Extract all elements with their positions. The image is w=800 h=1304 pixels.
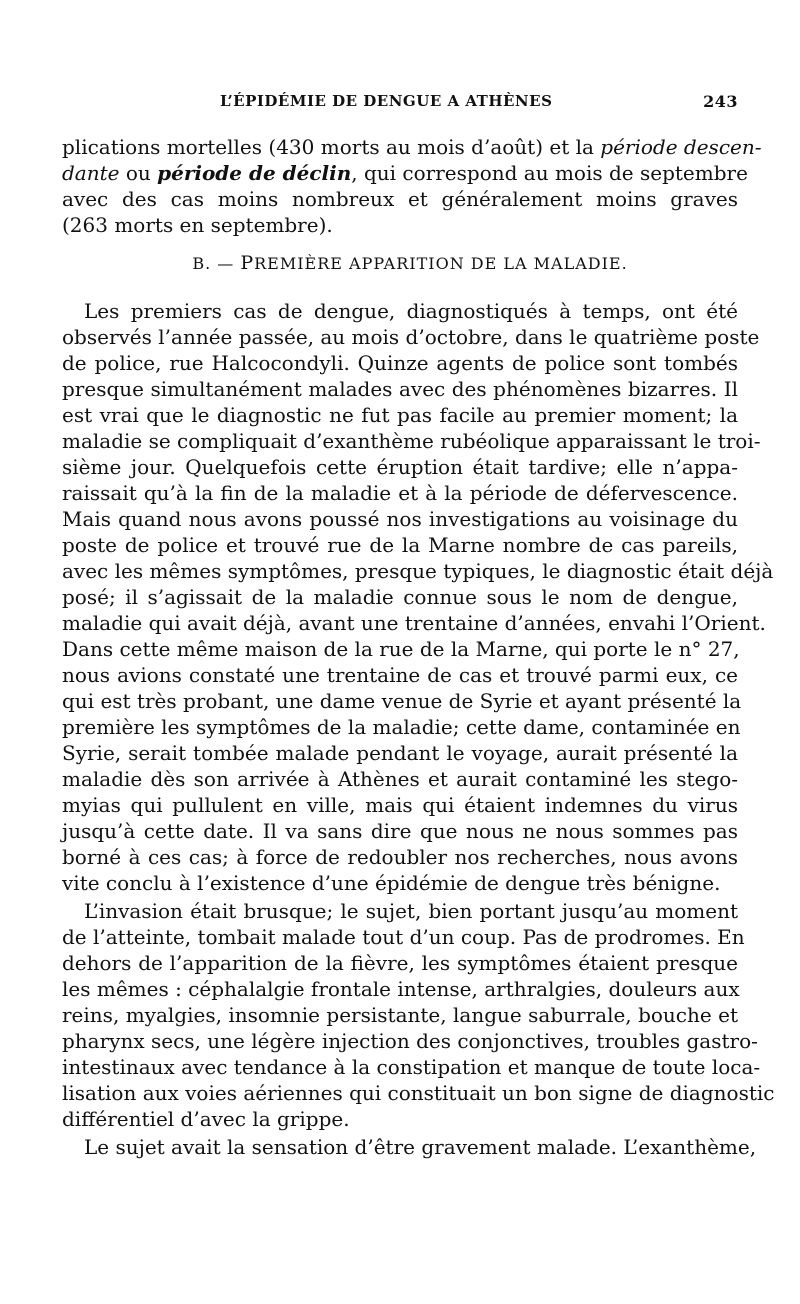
inline-text: 430 (276, 135, 315, 159)
text-line: borné à ces cas; à force de redoubler nos recherches, nous avons (62, 845, 738, 869)
text-line: intestinaux avec tendance à la constipation et manque de toute loca- (62, 1055, 761, 1079)
book-page (62, 88, 775, 1160)
text-line: dante ou période de déclin, qui correspond au mois de septembre (62, 161, 748, 185)
text-line: maladie se compliquait d’exanthème rubéolique apparaissant le troi- (62, 429, 761, 453)
page-number: 243 (703, 92, 738, 111)
text-line: reins, myalgies, insomnie persistante, langue saburrale, bouche et (62, 1003, 738, 1027)
text-line: sième jour. Quelquefois cette éruption était tardive; elle n’appa- (62, 455, 738, 479)
text-line: maladie qui avait déjà, avant une trentaine d’années, envahi l’Orient. (62, 611, 766, 635)
text-line: les mêmes : céphalalgie frontale intense, arthralgies, douleurs aux (62, 977, 740, 1001)
text-line: lisation aux voies aériennes qui constituait un bon signe de diagnostic (62, 1081, 775, 1105)
text-line: de l’atteinte, tombait malade tout d’un coup. Pas de prodromes. En (62, 925, 745, 949)
paragraph-1 (62, 134, 762, 238)
text-line: est vrai que le diagnostic ne fut pas facile au premier moment; la (62, 403, 738, 427)
text-line: différentiel d’avec la grippe. (62, 1107, 350, 1131)
text-line: (263 morts en septembre). (62, 213, 333, 237)
text-line: posé; il s’agissait de la maladie connue sous le nom de dengue, (62, 585, 738, 609)
text-line: qui est très probant, une dame venue de Syrie et ayant présenté la (62, 689, 742, 713)
text-line: dehors de l’apparition de la fièvre, les symptômes étaient presque (62, 951, 738, 975)
text-line: jusqu’à cette date. Il va sans dire que nous ne nous sommes pas (62, 819, 738, 843)
running-title: L’ÉPIDÉMIE DE DENGUE A ATHÈNES (220, 92, 553, 110)
running-head (62, 88, 738, 118)
text-line: plications mortelles (430 morts au mois d’août) et la période descen- (62, 135, 762, 159)
text-line: observés l’année passée, au mois d’octobre, dans le quatrième poste (62, 325, 760, 349)
text-line: de police, rue Halcocondyli. Quinze agents de police sont tombés (62, 351, 738, 375)
text-line: Mais quand nous avons poussé nos investigations au voisinage du (62, 507, 738, 531)
text-line: pharynx secs, une légère injection des conjonctives, troubles gastro- (62, 1029, 758, 1053)
text-line: presque simultanément malades avec des phénomènes bizarres. Il (62, 377, 738, 401)
paragraph-3 (62, 898, 775, 1132)
text-line: Le sujet avait la sensation d’être gravement malade. L’exanthème, (84, 1135, 757, 1159)
text-line: nous avions constaté une trentaine de cas et trouvé parmi eux, ce (62, 663, 738, 687)
text-line: L’invasion était brusque; le sujet, bien portant jusqu’au moment (84, 899, 738, 923)
paragraph-2 (62, 298, 774, 896)
text-line: poste de police et trouvé rue de la Marne nombre de cas pareils, (62, 533, 738, 557)
section-heading: B. — PREMIÈRE APPARITION DE LA MALADIE. (192, 252, 628, 274)
text-line: avec des cas moins nombreux et généralement moins graves (62, 187, 738, 211)
text-line: vite conclu à l’existence d’une épidémie de dengue très bénigne. (62, 871, 721, 895)
paragraph-4 (62, 1134, 757, 1160)
text-line: myias qui pullulent en ville, mais qui étaient indemnes du virus (62, 793, 738, 817)
text-line: Dans cette même maison de la rue de la Marne, qui porte le n° 27, (62, 637, 740, 661)
text-line: Les premiers cas de dengue, diagnostiqués à temps, ont été (84, 299, 738, 323)
text-line: Syrie, serait tombée malade pendant le voyage, aurait présenté la (62, 741, 738, 765)
text-line: avec les mêmes symptômes, presque typiques, le diagnostic était déjà (62, 559, 774, 583)
text-line: maladie dès son arrivée à Athènes et aurait contaminé les stego- (62, 767, 738, 791)
text-line: première les symptômes de la maladie; cette dame, contaminée en (62, 715, 741, 739)
text-line: raissait qu’à la fin de la maladie et à la période de défervescence. (62, 481, 738, 505)
